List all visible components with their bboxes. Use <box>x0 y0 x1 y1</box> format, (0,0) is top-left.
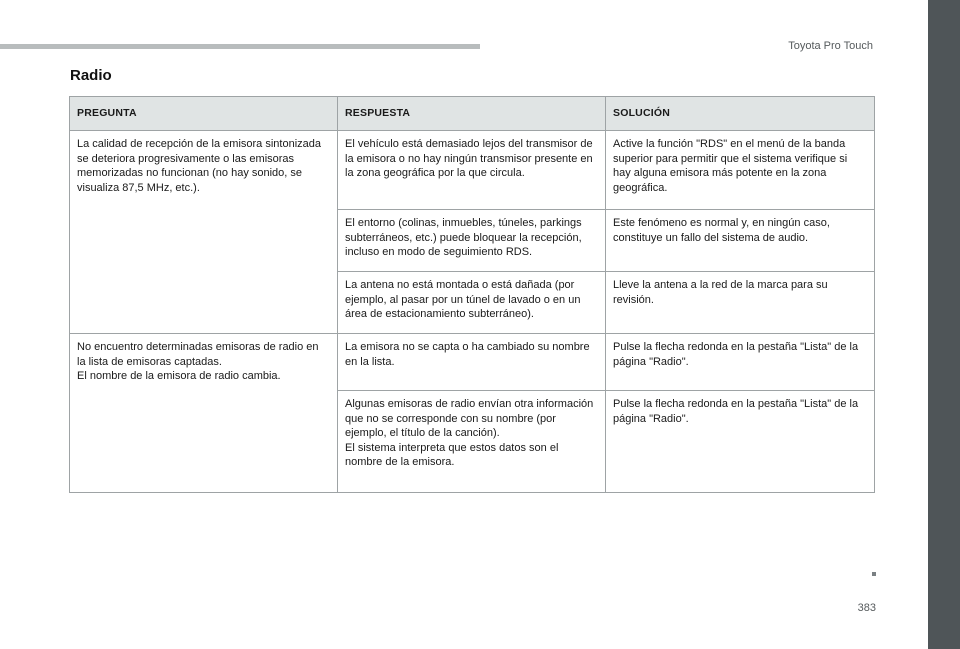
solution-cell: Pulse la flecha redonda en la pestaña "Lista" de la página "Radio". <box>606 334 875 391</box>
question-cell: La calidad de recepción de la emisora sintonizada se deteriora progresivamente o las emisoras memorizadas no funcionan (no hay sonido, se visualiza 87,5 MHz, etc.). <box>70 131 338 210</box>
solution-cell: Este fenómeno es normal y, en ningún caso, constituye un fallo del sistema de audio. <box>606 210 875 272</box>
brand-label: Toyota Pro Touch <box>788 40 873 52</box>
column-header-question: PREGUNTA <box>70 97 338 131</box>
question-line: El nombre de la emisora de radio cambia. <box>77 370 281 382</box>
table-row <box>70 131 875 210</box>
column-header-answer: RESPUESTA <box>338 97 606 131</box>
answer-line: El sistema interpreta que estos datos son el nombre de la emisora. <box>345 441 559 468</box>
troubleshooting-table <box>69 96 875 493</box>
question-cell-continued <box>70 272 338 334</box>
solution-cell: Pulse la flecha redonda en la pestaña "Lista" de la página "Radio". <box>606 391 875 493</box>
solution-cell: Active la función "RDS" en el menú de la banda superior para permitir que el sistema verifique si hay alguna emisora más potente en la zona geográfica. <box>606 131 875 210</box>
column-header-solution: SOLUCIÓN <box>606 97 875 131</box>
question-cell-continued <box>70 391 338 493</box>
page-edge-bar <box>928 0 960 649</box>
answer-line: Algunas emisoras de radio envían otra información que no se corresponde con su nombre (por ejemplo, el título de la canción). <box>345 398 594 439</box>
answer-cell: La antena no está montada o está dañada (por ejemplo, al pasar por un túnel de lavado o en un área de estacionamiento subterráneo). <box>338 272 606 334</box>
table-row <box>70 272 875 334</box>
answer-cell: El vehículo está demasiado lejos del transmisor de la emisora o no hay ningún transmisor presente en la zona geográfica por la que circula. <box>338 131 606 210</box>
answer-cell: El entorno (colinas, inmuebles, túneles, parkings subterráneos, etc.) puede bloquear la recepción, incluso en modo de seguimiento RDS. <box>338 210 606 272</box>
section-title: Radio <box>70 67 112 84</box>
question-cell <box>70 334 338 391</box>
page-number: 383 <box>857 602 876 614</box>
question-line: No encuentro determinadas emisoras de radio en la lista de emisoras captadas. <box>77 341 319 368</box>
continuation-marker <box>872 572 876 576</box>
question-cell-continued <box>70 210 338 272</box>
header-rule <box>0 44 480 49</box>
table-header-row <box>70 97 875 131</box>
answer-cell: La emisora no se capta o ha cambiado su nombre en la lista. <box>338 334 606 391</box>
table-row <box>70 334 875 391</box>
solution-cell: Lleve la antena a la red de la marca para su revisión. <box>606 272 875 334</box>
table-row <box>70 391 875 493</box>
table-row <box>70 210 875 272</box>
answer-cell <box>338 391 606 493</box>
